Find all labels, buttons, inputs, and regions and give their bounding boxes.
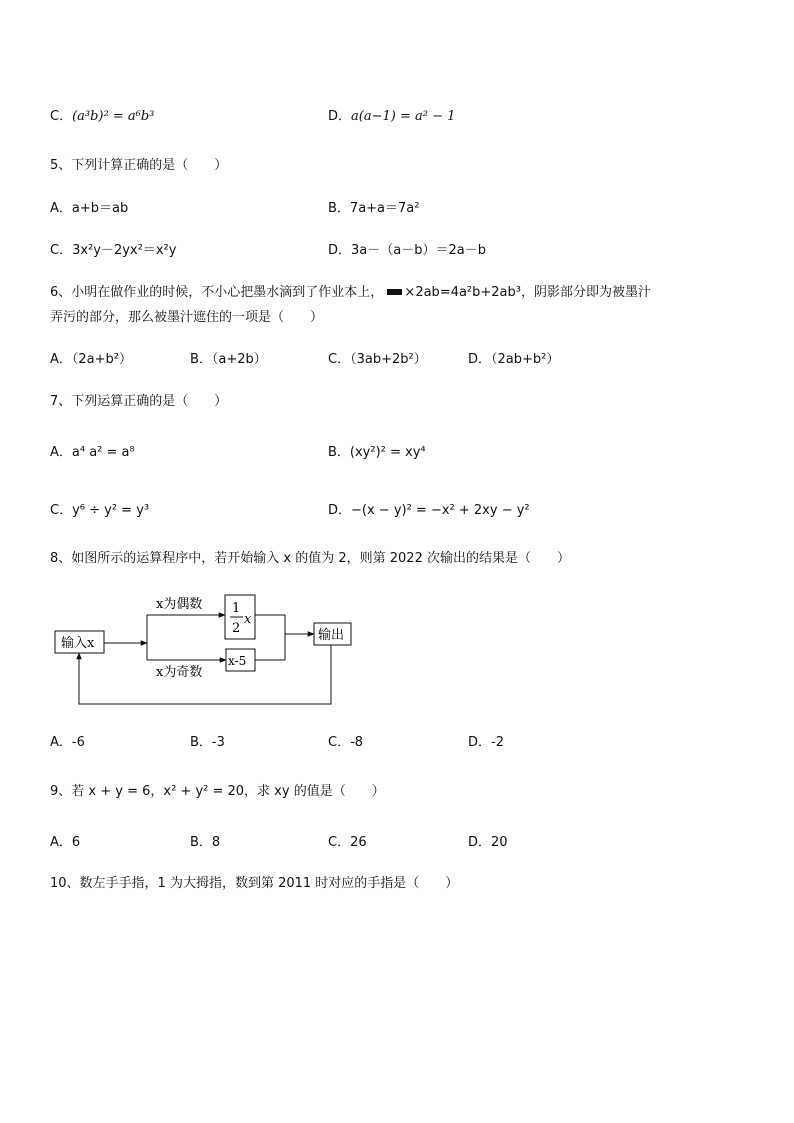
- q9-stem: 9、若 x + y = 6，x² + y² = 20，求 xy 的值是（ ）: [50, 784, 385, 799]
- q5-option-c: C．3x²y－2yx²＝x²y: [50, 243, 177, 258]
- q9-option-a: A．6: [50, 835, 81, 850]
- q7-option-a: A．a⁴ a² = a⁸: [50, 445, 135, 460]
- flow-minus-five: x-5: [228, 654, 247, 668]
- flow-even-label: x为偶数: [156, 597, 203, 612]
- q4-option-c: [50, 108, 154, 126]
- q6-stem-before: 6、小明在做作业的时候，不小心把墨水滴到了作业本上，: [50, 285, 384, 300]
- flow-half-numerator: 1: [232, 601, 241, 616]
- q5-option-a: A．a+b＝ab: [50, 201, 129, 216]
- flow-half-denominator: 2: [232, 621, 241, 636]
- q6-option-d: D．（2ab+b²）: [468, 352, 560, 367]
- q6-option-a: A．（2a+b²）: [50, 352, 132, 367]
- q10-stem: 10、数左手手指，1 为大拇指，数到第 2011 时对应的手指是（ ）: [50, 876, 459, 891]
- q8-option-b: B．-3: [190, 735, 225, 750]
- q5-option-b: B．7a+a＝7a²: [328, 201, 420, 216]
- q6-stem-line1: [50, 284, 651, 302]
- q4-option-c-expr: (a³b)² = a⁶b³: [72, 109, 155, 124]
- flow-input-label: 输入x: [61, 636, 95, 651]
- flow-half-var: x: [244, 612, 252, 627]
- q6-stem-line2: 弄污的部分，那么被墨汁遮住的一项是（ ）: [50, 310, 324, 325]
- q4-option-d-expr: a(a−1) = a² − 1: [351, 109, 456, 124]
- q8-stem: 8、如图所示的运算程序中，若开始输入 x 的值为 2，则第 2022 次输出的结果是（ ）: [50, 551, 570, 566]
- q7-option-c: C．y⁶ ÷ y² = y³: [50, 503, 150, 518]
- ink-blot-icon: [387, 289, 402, 295]
- q9-option-d: D．20: [468, 835, 508, 850]
- flow-odd-label: x为奇数: [156, 665, 203, 680]
- q6-stem-after: ×2ab=4a²b+2ab³，阴影部分即为被墨汁: [404, 285, 651, 300]
- q4-option-c-label: C．: [50, 109, 73, 124]
- q8-option-d: D．-2: [468, 735, 504, 750]
- q7-option-b: B．(xy²)² = xy⁴: [328, 445, 426, 460]
- q6-option-c: C．（3ab+2b²）: [328, 352, 427, 367]
- q7-stem: 7、下列运算正确的是（ ）: [50, 394, 228, 409]
- flow-output-label: 输出: [318, 628, 345, 643]
- q7-option-d: D．−(x − y)² = −x² + 2xy − y²: [328, 503, 530, 518]
- q4-option-d-label: D．: [328, 109, 352, 124]
- q9-option-c: C．26: [328, 835, 367, 850]
- q4-option-d: [328, 108, 455, 126]
- q8-option-c: C．-8: [328, 735, 364, 750]
- q8-option-a: A．-6: [50, 735, 85, 750]
- q8-flowchart: [50, 588, 370, 713]
- q5-option-d: D．3a－（a－b）＝2a－b: [328, 243, 486, 258]
- q6-option-b: B．（a+2b）: [190, 352, 267, 367]
- q9-option-b: B．8: [190, 835, 221, 850]
- q5-stem: 5、下列计算正确的是（ ）: [50, 158, 228, 173]
